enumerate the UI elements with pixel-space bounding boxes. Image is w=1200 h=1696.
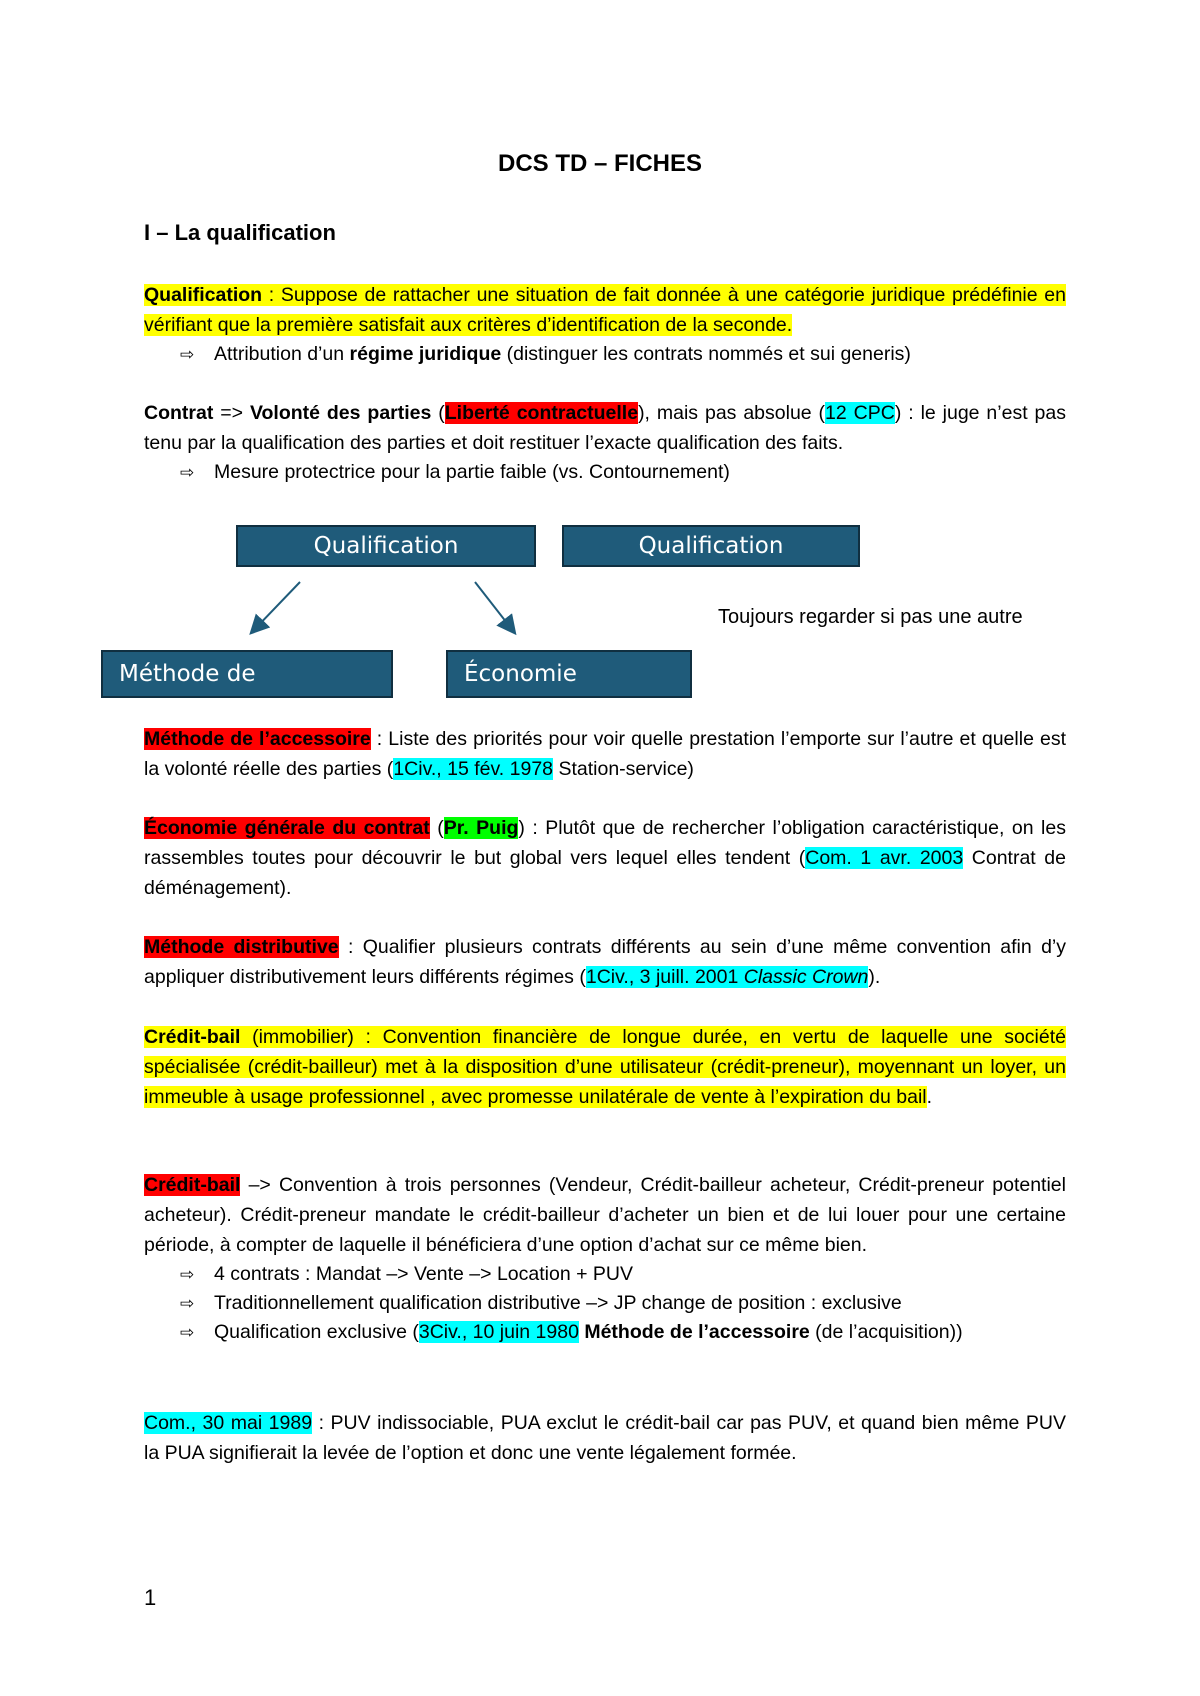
bullet-text: Traditionnellement qualification distributive –> JP change de position : exclusive (214, 1292, 902, 1314)
term-qualification: Qualification (144, 284, 263, 306)
arrow-right-outline-icon: ⇨ (180, 463, 195, 482)
ref-com-2003: Com. 1 avr. 2003 (805, 847, 964, 869)
arrow-right-outline-icon: ⇨ (180, 1294, 195, 1313)
term-credit-bail-red: Crédit-bail (144, 1174, 241, 1196)
term-volonte: Volonté des parties (249, 402, 432, 424)
document-title: DCS TD – FICHES (497, 150, 703, 177)
bullet-item (180, 1318, 1066, 1347)
diagram-arrow-right (475, 582, 514, 632)
paragraph-economie-generale: Économie générale du contrat (Pr. Puig) : Plutôt que de rechercher l’obligation caractéristique, on les rassembles toutes pour découvrir le but global vers lequel elles tendent (Com. 1 avr. 2003 Contrat de déménagement). (144, 817, 1066, 899)
paragraph-credit-bail-structure: Crédit-bail –> Convention à trois personnes (Vendeur, Crédit-bailleur acheteur, Crédit-preneur potentiel acheteur). Crédit-preneur mandate le crédit-bailleur d’acheter un bien et de lui louer pour une certaine période, à compter de laquelle il bénéficiera d’une option d’achat sur ce même bien. ⇨ 4 contrats : Mandat –> Vente –> Location + PUV ⇨ Traditionnellement qualification distributive –> JP change de position : exclusive ⇨ Qualification exclusive (3Civ., 10 juin 1980 Méthode de l’accessoire (de l’acquisition)) (144, 1170, 1066, 1347)
bullet-item (180, 1289, 1066, 1318)
diagram-note: Toujours regarder si pas une autre (718, 606, 1023, 628)
bullet-text: Qualification exclusive (3Civ., 10 juin 1980 Méthode de l’accessoire (de l’acquisition)) (214, 1321, 963, 1343)
bullet-text: Attribution d’un régime juridique (distinguer les contrats nommés et sui generis) (214, 343, 911, 365)
bullet-text: Mesure protectrice pour la partie faible (vs. Contournement) (214, 461, 730, 483)
paragraph-credit-bail-def: Crédit-bail (immobilier) : Convention financière de longue durée, en vertu de laquelle une société spécialisée (crédit-bailleur) met à la disposition d’une utilisateur (crédit-preneur), moyennant un loyer, un immeuble à usage professionnel , avec promesse unilatérale de vente à l’expiration du bail. (144, 1026, 1066, 1108)
diagram-box-methode: Méthode de (101, 650, 393, 698)
paragraph-methode-distributive: Méthode distributive : Qualifier plusieurs contrats différents au sein d’une même convention afin d’y appliquer distributivement leurs différents régimes (1Civ., 3 juill. 2001 Classic Crown). (144, 936, 1066, 988)
bullet-text: 4 contrats : Mandat –> Vente –> Location + PUV (214, 1263, 633, 1285)
arrow-right-outline-icon: ⇨ (180, 1265, 195, 1284)
ref-com-1989: Com., 30 mai 1989 (144, 1412, 313, 1434)
ref-pr-puig: Pr. Puig (443, 817, 519, 839)
bullet-item (180, 1260, 1066, 1289)
term-methode-accessoire: Méthode de l’accessoire (144, 728, 371, 750)
diagram-box-economie: Économie (446, 650, 692, 698)
term-economie-generale: Économie générale du contrat (144, 817, 430, 839)
ref-12-cpc: 12 CPC (825, 402, 895, 424)
diagram-arrows (0, 0, 1200, 760)
section-heading: I – La qualification (144, 220, 336, 245)
paragraph-methode-accessoire: Méthode de l’accessoire : Liste des priorités pour voir quelle prestation l’emporte sur l’autre et quelle est la volonté réelle des parties (1Civ., 15 fév. 1978 Station-service) (144, 728, 1066, 780)
diagram-box-qualification-1: Qualification (236, 525, 536, 567)
paragraph-contrat: Contrat => Volonté des parties (Liberté contractuelle), mais pas absolue (12 CPC) : le juge n’est pas tenu par la qualification des parties et doit restituer l’exacte qualification des faits. ⇨ Mesure protectrice pour la partie faible (vs. Contournement) (144, 398, 1066, 487)
term-contrat: Contrat (144, 402, 214, 424)
ref-1civ-2001: 1Civ., 3 juill. 2001 Classic Crown (585, 966, 869, 988)
term-methode-distributive: Méthode distributive (144, 936, 339, 958)
diagram-arrow-left (252, 582, 300, 632)
term-liberte: Liberté contractuelle (444, 402, 639, 424)
page-number: 1 (144, 1585, 157, 1610)
ref-1civ-1978: 1Civ., 15 fév. 1978 (393, 758, 554, 780)
ref-3civ-1980: 3Civ., 10 juin 1980 (418, 1321, 579, 1343)
arrow-right-outline-icon: ⇨ (180, 345, 195, 364)
diagram-box-qualification-2: Qualification (562, 525, 860, 567)
arrow-right-outline-icon: ⇨ (180, 1323, 195, 1342)
term-credit-bail: Crédit-bail (144, 1026, 241, 1048)
definition-text: Qualification : Suppose de rattacher une situation de fait donnée à une catégorie juridique prédéfinie en vérifiant que la première satisfait aux critères d’identification de la seconde. (144, 284, 1066, 336)
paragraph-com-1989: Com., 30 mai 1989 : PUV indissociable, PUA exclut le crédit-bail car pas PUV, et quand bien même PUV la PUA signifierait la levée de l’option et donc une vente légalement formée. (144, 1412, 1066, 1464)
